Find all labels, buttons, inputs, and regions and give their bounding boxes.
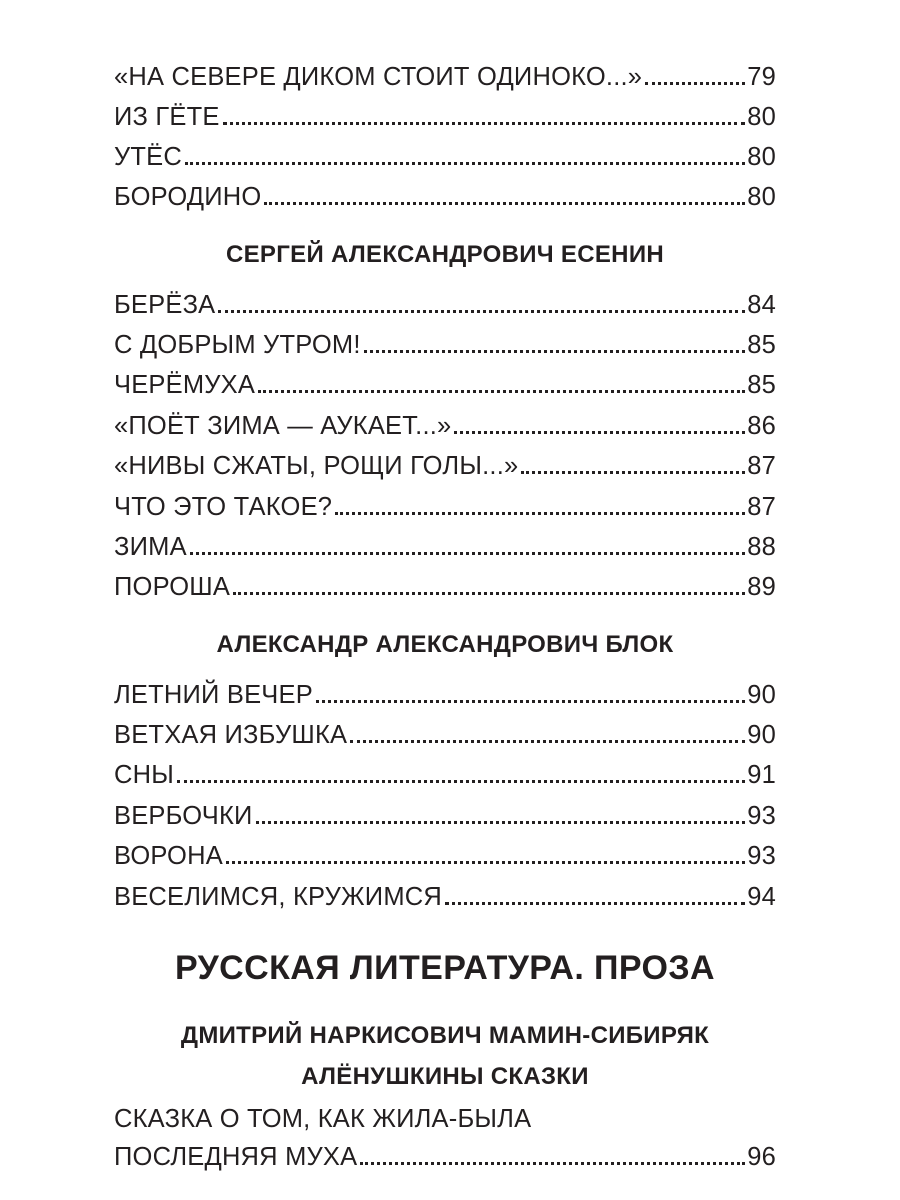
toc-entry	[114, 138, 776, 172]
toc-entry	[114, 488, 776, 522]
toc-entry-title: ИЗ ГЁТЕ	[114, 103, 220, 131]
toc-entry-title: БОРОДИНО	[114, 183, 262, 211]
toc-entry-page: 94	[747, 883, 776, 911]
toc-entry	[114, 878, 776, 912]
toc-entry	[114, 837, 776, 871]
dot-leader	[177, 780, 745, 783]
toc-entry-page: 84	[747, 291, 776, 319]
section-heading-prose: РУССКАЯ ЛИТЕРАТУРА. ПРОЗА	[175, 949, 715, 987]
toc-entry-title: «НИВЫ СЖАТЫ, РОЩИ ГОЛЫ...»	[114, 452, 519, 480]
toc-entry	[114, 286, 776, 320]
toc-entry-page: 87	[747, 452, 776, 480]
toc-entry-page: 79	[747, 63, 776, 91]
toc-entry	[114, 528, 776, 562]
toc-entry-title: УТЁС	[114, 143, 183, 171]
dot-leader	[226, 861, 745, 864]
toc-entry-page: 85	[747, 331, 776, 359]
toc-entry	[114, 1138, 776, 1172]
toc-entry-title: С ДОБРЫМ УТРОМ!	[114, 331, 361, 359]
toc-entry-title: СНЫ	[114, 761, 175, 789]
author-heading-esenin: СЕРГЕЙ АЛЕКСАНДРОВИЧ ЕСЕНИН	[225, 241, 664, 268]
toc-entry-title: ВОРОНА	[114, 842, 223, 870]
dot-leader	[645, 82, 745, 85]
dot-leader	[218, 310, 745, 313]
toc-entry	[114, 178, 776, 212]
dot-leader	[316, 700, 745, 703]
author-heading-mamin-sibiryak: ДМИТРИЙ НАРКИСОВИЧ МАМИН-СИБИРЯК	[180, 1022, 710, 1049]
toc-entry-title: «ПОЁТ ЗИМА — АУКАЕТ...»	[114, 412, 452, 440]
toc-entry-title: «НА СЕВЕРЕ ДИКОМ СТОИТ ОДИНОКО...»	[114, 63, 643, 91]
toc-entry	[114, 98, 776, 132]
toc-entry-page: 80	[747, 143, 776, 171]
collection-heading: АЛЁНУШКИНЫ СКАЗКИ	[301, 1063, 589, 1090]
dot-leader	[364, 350, 746, 353]
dot-leader	[264, 202, 745, 205]
toc-entry-page: 93	[747, 802, 776, 830]
dot-leader	[360, 1162, 745, 1165]
toc-entry-title: ВЕСЕЛИМСЯ, КРУЖИМСЯ	[114, 883, 442, 911]
dot-leader	[454, 431, 745, 434]
toc-entry-page: 80	[747, 103, 776, 131]
toc-entry-page: 86	[747, 412, 776, 440]
dot-leader	[350, 740, 745, 743]
dot-leader	[521, 471, 745, 474]
toc-entry-title: ЗИМА	[114, 533, 187, 561]
author-heading-blok: АЛЕКСАНДР АЛЕКСАНДРОВИЧ БЛОК	[216, 631, 674, 658]
toc-entry-title: ПОРОША	[114, 573, 231, 601]
toc-entry	[114, 447, 776, 481]
toc-entry-title: ПОСЛЕДНЯЯ МУХА	[114, 1143, 358, 1171]
toc-entry-page: 89	[747, 573, 776, 601]
dot-leader	[233, 592, 745, 595]
dot-leader	[190, 552, 745, 555]
toc-entry	[114, 716, 776, 750]
toc-entry-page: 87	[747, 493, 776, 521]
toc-entry	[114, 58, 776, 92]
toc-entry	[114, 568, 776, 602]
toc-entry	[114, 676, 776, 710]
dot-leader	[223, 122, 746, 125]
toc-entry-title: ЧЕРЁМУХА	[114, 371, 256, 399]
toc-entry-page: 96	[747, 1143, 776, 1171]
toc-entry-page: 80	[747, 183, 776, 211]
toc-entry-page: 85	[747, 371, 776, 399]
toc-entry	[114, 756, 776, 790]
toc-entry-title: ВЕТХАЯ ИЗБУШКА	[114, 721, 348, 749]
toc-entry-page: 91	[747, 761, 776, 789]
toc-entry-page: 90	[747, 721, 776, 749]
toc-entry-title: ВЕРБОЧКИ	[114, 802, 253, 830]
toc-entry-page: 88	[747, 533, 776, 561]
dot-leader	[335, 512, 745, 515]
toc-entry-page: 90	[747, 681, 776, 709]
dot-leader	[256, 821, 746, 824]
toc-entry	[114, 797, 776, 831]
toc-entry	[114, 366, 776, 400]
dot-leader	[258, 390, 745, 393]
toc-entry	[114, 407, 776, 441]
toc-entry-title: ЛЕТНИЙ ВЕЧЕР	[114, 681, 313, 709]
dot-leader	[185, 162, 745, 165]
toc-entry-page: 93	[747, 842, 776, 870]
toc-entry-title: ЧТО ЭТО ТАКОЕ?	[114, 493, 333, 521]
toc-entry	[114, 326, 776, 360]
dot-leader	[445, 902, 745, 905]
toc-entry-title-line1: СКАЗКА О ТОМ, КАК ЖИЛА-БЫЛА	[114, 1105, 532, 1133]
toc-entry-title: БЕРЁЗА	[114, 291, 216, 319]
